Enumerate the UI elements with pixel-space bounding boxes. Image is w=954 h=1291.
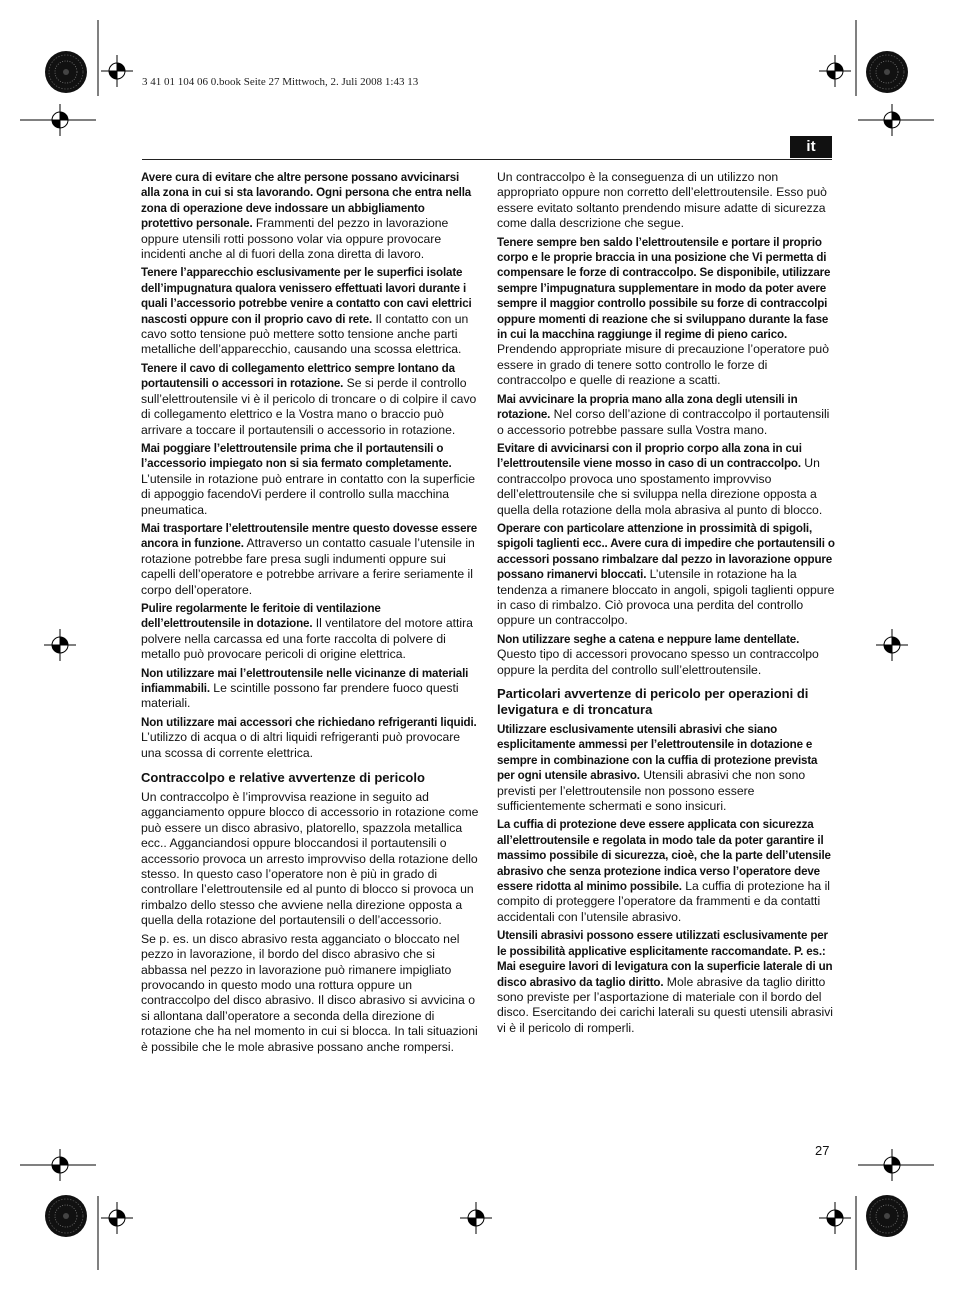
paragraph [497, 235, 835, 389]
paragraph-body: Questo tipo di accessori provocano spesso un contraccolpo oppure la perdita del controllo sull’elettroutensile. [497, 647, 819, 677]
paragraph-lead: Mai poggiare l’elettroutensile prima che il portautensili o l’accessorio impiegato non si sia fermato completamente. [141, 441, 452, 471]
paragraph [497, 632, 835, 678]
paragraph-lead: Pulire regolarmente le feritoie di ventilazione dell’elettroutensile in dotazione. [141, 601, 381, 631]
page-number: 27 [815, 1143, 830, 1158]
paragraph [497, 722, 835, 814]
paragraph [141, 790, 479, 929]
paragraph [141, 932, 479, 1055]
paragraph-body: Prendendo appropriate misure di precauzione l’operatore può essere in grado di tenere sotto controllo le forze di contraccolpo e quelle di reazione a scatti. [497, 342, 829, 388]
paragraph [141, 601, 479, 663]
paragraph-lead: Evitare di avvicinarsi con il proprio corpo alla zona in cui l’elettroutensile viene mosso in caso di un contraccolpo. [497, 441, 802, 471]
paragraph-lead: Non utilizzare seghe a catena e neppure lame dentellate. [497, 632, 800, 646]
paragraph-body: Il contatto con un cavo sotto tensione può mettere sotto tensione anche parti metalliche dell’apparecchio, causando una scossa elettrica. [141, 311, 469, 357]
paragraph-lead: Utensili abrasivi possono essere utilizzati esclusivamente per le possibilità applicative esplicitamente raccomandate. P. es.: Mai eseguire lavori di levigatura con la superficie laterale di un disco abrasivo da taglio diritto. [497, 929, 833, 989]
paragraph-lead: Mai trasportare l’elettroutensile mentre questo dovesse essere ancora in funzione. [141, 521, 478, 551]
paragraph-body: La cuffia di protezione ha il compito di proteggere l’operatore da frammenti e da contatti accidentali con l’utensile abrasivo. [497, 879, 830, 924]
paragraph-body: Se p. es. un disco abrasivo resta agganciato o bloccato nel pezzo in lavorazione, il bordo del disco abrasivo che si abbassa nel pezzo in lavorazione può rimanere impigliato provocando in questo modo una rottura oppure un contraccolpo del disco abrasivo. Il disco abrasivo si avvicina o si allontana dall’operatore a seconda della direzione di rotazione che ha nel momento in cui si blocca. In tali situazioni è possibile che le mole abrasive possano anche rompersi. [141, 931, 478, 1054]
right-column [497, 170, 835, 1039]
paragraph [497, 817, 835, 925]
paragraph-body: Nel corso dell’azione di contraccolpo il portautensili o accessorio potrebbe passare sulla Vostra mano. [497, 407, 830, 437]
paragraph [141, 170, 479, 262]
left-column [141, 170, 479, 1058]
paragraph-body: L’utilizzo di acqua o di altri liquidi refrigeranti può provocare una scossa di corrente elettrica. [141, 730, 461, 760]
paragraph-body: L’utensile in rotazione ha la tendenza a rimanere bloccato in angoli, spigoli taglienti oppure in caso di rimbalzo. Ciò provoca una perdita del controllo oppure un contraccolpo. [497, 567, 835, 628]
section-heading: Contraccolpo e relative avvertenze di pericolo [141, 770, 425, 786]
header-rule [142, 159, 832, 160]
file-info-header: 3 41 01 104 06 0.book Seite 27 Mittwoch, 2. Juli 2008 1:43 13 [142, 76, 419, 88]
paragraph-lead: Mai avvicinare la propria mano alla zona degli utensili in rotazione. [497, 392, 798, 422]
paragraph-lead: Operare con particolare attenzione in prossimità di spigoli, spigoli taglienti ecc.. Avere cura di impedire che portautensili o accessori possano rimbalzare dal pezzo in lavorazione oppure possano rimanervi bloccati. [497, 521, 835, 582]
paragraph-lead: Avere cura di evitare che altre persone possano avvicinarsi alla zona in cui si sta lavorando. Ogni persona che entra nella zona di operazione deve indossare un abbigliamento protettivo personale. [141, 171, 472, 231]
paragraph-body: Frammenti del pezzo in lavorazione oppure utensili rotti possono volar via oppure provocare incidenti anche al di fuori della zona diretta di lavoro. [141, 216, 449, 262]
paragraph-lead: Tenere il cavo di collegamento elettrico sempre lontano da portautensili o accessori in rotazione. [141, 361, 455, 391]
paragraph-lead: Non utilizzare mai accessori che richiedano refrigeranti liquidi. [141, 715, 477, 729]
paragraph [141, 666, 479, 712]
paragraph-lead: Tenere sempre ben saldo l’elettroutensile e portare il proprio corpo e le proprie braccia in una posizione che Vi permetta di compensare le forze di contraccolpo. Se disponibile, utilizzare sempre l’impugnatura supplementare in modo da poter avere sempre il maggior controllo possibile su forze di contraccolpi oppure momenti di reazione che si sviluppano durante la fase in cui la macchina raggiunge il regime di pieno carico. [497, 235, 831, 342]
paragraph-body: Un contraccolpo provoca uno spostamento improvviso dell’elettroutensile che si sviluppa nella direzione opposta a quella della rotazione della mola abrasiva al punto di blocco. [497, 456, 823, 517]
paragraph [141, 521, 479, 598]
paragraph-body: Un contraccolpo è l’improvvisa reazione in seguito ad agganciamento oppure blocco di accessorio in rotazione come può essere un disco abrasivo, platorello, spazzola metallica ecc.. Agganciandosi oppure bloccandosi il portautensili o accessorio provoca un arresto improvviso della rotazione dello stesso. In questo caso l’operatore non è più in grado di controllare l’elettroutensile ed al punto di blocco si provoca un rimbalzo dello stesso che avviene nella direzione opposta a quella della rotazione del portautensili o dell’accessorio. [141, 790, 479, 928]
paragraph-body: Attraverso un contatto casuale l’utensile in rotazione potrebbe fare presa sugli indumenti oppure sui capelli dell’operatore e potrebbe arrivare a ferire seriamente il corpo dell’operatore. [141, 536, 475, 597]
paragraph [497, 928, 835, 1036]
paragraph-lead: La cuffia di protezione deve essere applicata con sicurezza all’elettroutensile e regolata in modo tale da poter garantire il massimo possibile di sicurezza, cioè, che la parte dell’utensile abrasivo che senza protezione indica verso l’operatore deve essere ridotta al minimo possibile. [497, 818, 831, 894]
paragraph [141, 361, 479, 438]
paragraph-body: Se si perde il controllo sull’elettroutensile vi è il pericolo di troncare o di colpire il cavo di collegamento elettrico e la Vostra mano o braccio può arrivare a toccare il portautensili o accessorio in rotazione. [141, 376, 477, 437]
paragraph [497, 521, 835, 629]
paragraph-body: Le scintille possono far prendere fuoco questi materiali. [141, 681, 459, 711]
language-tab: it [790, 136, 832, 158]
paragraph [497, 392, 835, 438]
paragraph-body: Il ventilatore del motore attira polvere nella carcassa ed una forte raccolta di polvere di metallo può provocare pericoli di origine elettrica. [141, 616, 473, 662]
paragraph-body: L’utensile in rotazione può entrare in contatto con la superficie di appoggio facendoVi perdere il controllo sulla macchina pneumatica. [141, 471, 476, 517]
paragraph-body: Utensili abrasivi che non sono previsti per l’elettroutensile non possono essere sufficientemente schermati e sono insicuri. [497, 768, 806, 814]
paragraph-lead: Utilizzare esclusivamente utensili abrasivi che siano esplicitamente ammessi per l’elettroutensile in dotazione e sempre in combinazione con la cuffia di protezione prevista per ogni utensile abrasivo. [497, 723, 818, 783]
paragraph-body: Mole abrasive da taglio diritto sono previste per l’asportazione di materiale con il bordo del disco. Esercitando dei carichi laterali su questi utensili abrasivi vi è il pericolo di romperli. [497, 974, 833, 1035]
paragraph-body: Un contraccolpo è la conseguenza di un utilizzo non appropriato oppure non corretto dell’elettroutensile. Esso può essere evitato soltanto prendendo misure adatte di sicurezza come dalla descrizione che segue. [497, 170, 827, 231]
paragraph-lead: Non utilizzare mai l’elettroutensile nelle vicinanze di materiali infiammabili. [141, 666, 469, 695]
paragraph [141, 265, 479, 357]
paragraph-lead: Tenere l’apparecchio esclusivamente per le superfici isolate dell’impugnatura qualora venissero effettuati lavori durante i quali l’accessorio potrebbe venire a contatto con cavi elettrici nascosti oppure con il proprio cavo di rete. [141, 266, 472, 326]
paragraph [497, 441, 835, 518]
section-heading: Particolari avvertenze di pericolo per operazioni di levigatura e di troncatura [497, 686, 809, 717]
paragraph [141, 441, 479, 518]
paragraph [141, 715, 479, 761]
paragraph [497, 170, 835, 232]
